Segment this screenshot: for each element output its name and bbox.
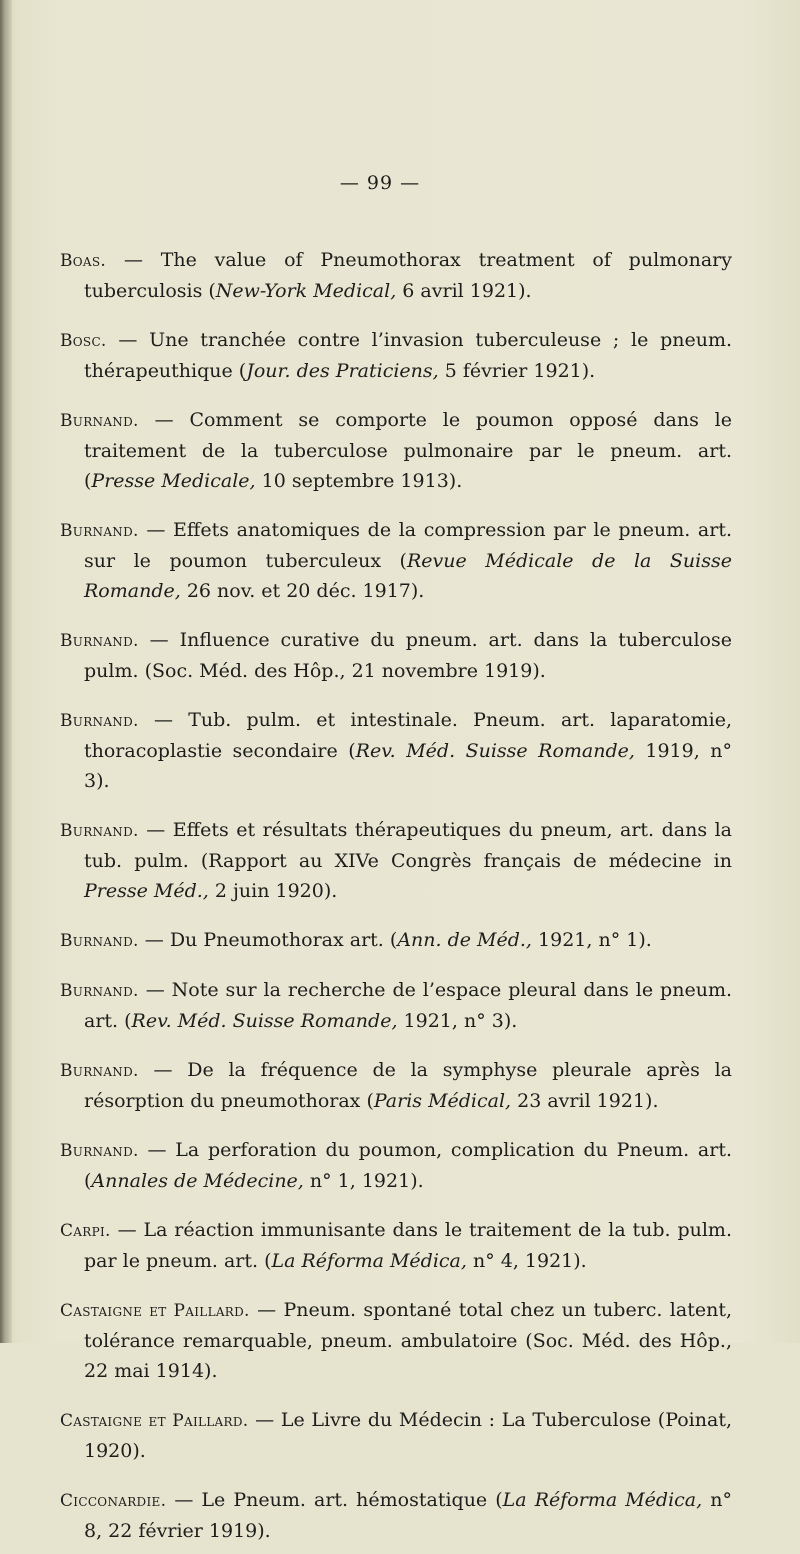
entry-journal: Rev. Méd. Suisse Romande, — [355, 740, 635, 762]
entry-details: 26 nov. et 20 déc. 1917). — [180, 580, 425, 602]
entry-journal: Rev. Méd. Suisse Romande, — [131, 1010, 398, 1032]
bibliography-entry — [60, 1055, 732, 1116]
entry-journal: Revue Médicale de la Suisse Romande, — [84, 550, 732, 602]
entry-journal: La Réforma Médica, — [502, 1489, 703, 1511]
entry-journal: Annales de Médecine, — [91, 1170, 304, 1192]
bibliography-entry — [60, 1485, 732, 1546]
entry-author: Burnand. — [60, 1061, 139, 1081]
bibliography-entry — [60, 975, 732, 1036]
entry-journal: Presse Méd., — [84, 880, 209, 902]
entry-text: — Pneum. spontané total chez un tuberc. latent, tolérance remarquable, pneum. ambulatoire (Soc. Méd. des Hôp., 22 mai 1914). — [84, 1299, 732, 1382]
entry-text: — Effets anatomiques de la compression par le pneum. art. sur le poumon tuberculeux ( — [84, 519, 732, 572]
bibliography-entry — [60, 925, 732, 956]
entry-text: — Le Livre du Médecin : La Tuberculose (Poinat, 1920). — [84, 1409, 732, 1462]
entry-author: Burnand. — [60, 631, 139, 651]
entry-author: Burnand. — [60, 821, 139, 841]
entry-details: 1919, n° 3). — [84, 740, 732, 792]
entry-journal: La Réforma Médica, — [271, 1250, 467, 1272]
entry-journal: Jour. des Praticiens, — [246, 360, 439, 382]
bibliography-entry — [60, 1405, 732, 1466]
entry-author: Castaigne et Paillard. — [60, 1301, 250, 1321]
entry-details: n° 8, 22 février 1919). — [84, 1489, 732, 1542]
bibliography-entry — [60, 815, 732, 906]
bibliography-entry — [60, 405, 732, 496]
bibliography-entry — [60, 1135, 732, 1196]
entry-text: — Note sur la recherche de l’espace pleural dans le pneum. art. ( — [84, 979, 732, 1032]
entry-text: — La perforation du poumon, complication du Pneum. art. ( — [84, 1139, 732, 1192]
page-number: — 99 — — [339, 172, 421, 194]
entry-text: — The value of Pneumothorax treatment of pulmonary tuberculosis ( — [84, 249, 732, 302]
entry-author: Castaigne et Paillard. — [60, 1411, 249, 1431]
entry-author: Burnand. — [60, 981, 139, 1001]
entry-journal: Ann. de Méd., — [397, 929, 532, 951]
bibliography-entry — [60, 1295, 732, 1386]
entry-text: — Comment se comporte le poumon opposé dans le traitement de la tuberculose pulmonaire par le pneum. art. ( — [84, 409, 732, 492]
entry-details: 5 février 1921). — [438, 360, 596, 382]
entry-details: n° 1, 1921). — [303, 1170, 424, 1192]
entry-journal: Presse Medicale, — [91, 470, 256, 492]
entry-text: — La réaction immunisante dans le traitement de la tub. pulm. par le pneum. art. ( — [84, 1219, 732, 1272]
entry-journal: Paris Médical, — [373, 1090, 512, 1112]
entry-author: Bosc. — [60, 331, 107, 351]
entry-details: 6 avril 1921). — [396, 280, 532, 302]
entry-text: — Du Pneumothorax art. ( — [144, 929, 398, 951]
bibliography-entry — [60, 705, 732, 796]
entry-author: Cicconardie. — [60, 1491, 167, 1511]
entry-text: — Le Pneum. art. hémostatique ( — [174, 1489, 503, 1511]
entry-text: — Influence curative du pneum. art. dans la tuberculose pulm. (Soc. Méd. des Hôp., 21 novembre 1919). — [84, 629, 732, 682]
entry-details: 1921, n° 1). — [531, 929, 652, 951]
bibliography-entry — [60, 1215, 732, 1276]
entry-details: 2 juin 1920). — [208, 880, 338, 902]
entry-author: Burnand. — [60, 931, 139, 951]
bibliography-entry — [60, 515, 732, 606]
entry-author: Burnand. — [60, 1141, 139, 1161]
entry-author: Burnand. — [60, 411, 139, 431]
entry-details: 10 septembre 1913). — [255, 470, 463, 492]
entry-details: 23 avril 1921). — [511, 1090, 659, 1112]
entry-author: Boas. — [60, 251, 107, 271]
entry-text: — Effets et résultats thérapeutiques du pneum, art. dans la tub. pulm. (Rapport au XIVe Congrès français de médecine in — [84, 819, 732, 872]
entry-journal: New-York Medical, — [215, 280, 397, 302]
entry-details: n° 4, 1921). — [466, 1250, 587, 1272]
entry-details: 1921, n° 3). — [397, 1010, 518, 1032]
bibliography-entry — [60, 325, 732, 386]
bibliography-list — [60, 226, 732, 1554]
entry-text: — De la fréquence de la symphyse pleurale après la résorption du pneumothorax ( — [84, 1059, 732, 1112]
entry-text: — Une tranchée contre l’invasion tuberculeuse ; le pneum. thérapeuthique ( — [84, 329, 733, 382]
bibliography-entry — [60, 625, 732, 686]
entry-author: Burnand. — [60, 521, 139, 541]
entry-text: — Tub. pulm. et intestinale. Pneum. art. laparatomie, thoracoplastie secondaire ( — [84, 709, 733, 762]
bibliography-entry — [60, 245, 732, 306]
entry-author: Carpi. — [60, 1221, 111, 1241]
entry-author: Burnand. — [60, 711, 139, 731]
book-binding-edge — [0, 0, 12, 1343]
